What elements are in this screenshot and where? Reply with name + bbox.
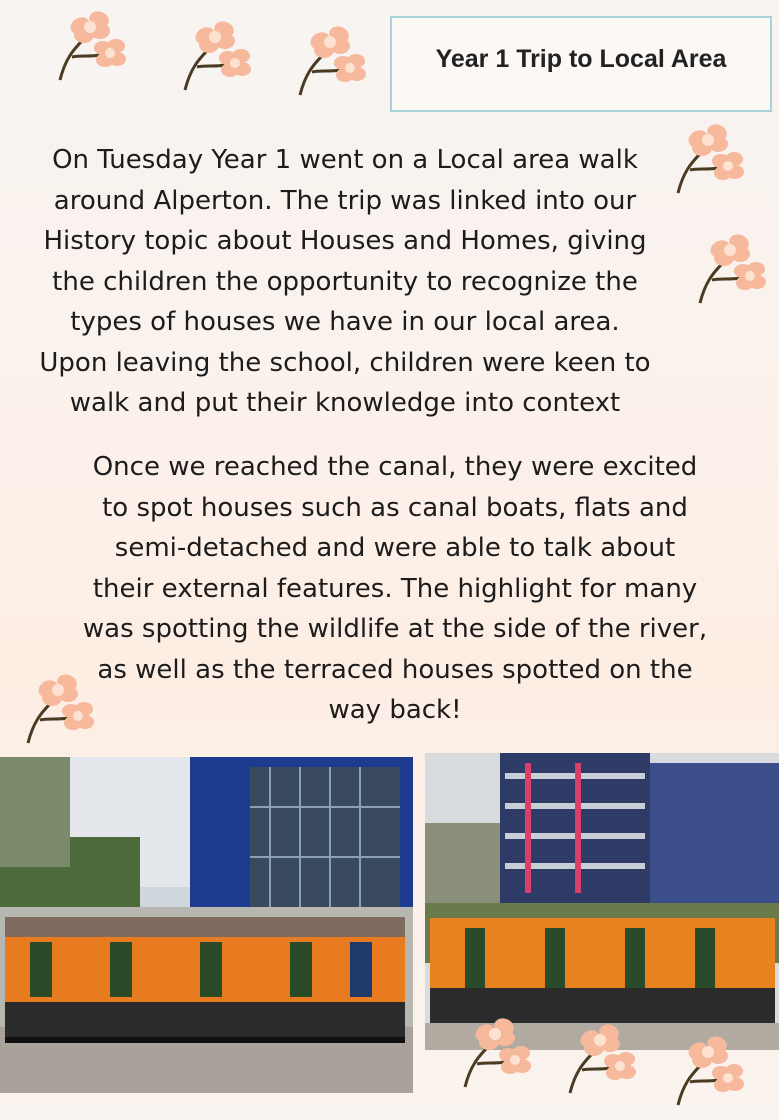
text-line: Once we reached the canal, they were excited — [92, 452, 698, 482]
flower-icon — [560, 1018, 650, 1108]
text-line: semi-detached and were able to talk about — [114, 533, 676, 563]
class-photo-school — [0, 757, 413, 1093]
text-line: as well as the terraced houses spotted on the — [97, 654, 693, 685]
text-line: On Tuesday Year 1 went on a Local area walk — [52, 145, 638, 175]
flower-icon — [175, 15, 265, 105]
text-line: around Alperton. The trip was linked into our — [53, 185, 637, 216]
text-line: History topic about Houses and Homes, giving — [43, 226, 647, 256]
class-photo-canal — [425, 753, 779, 1050]
flower-icon — [690, 228, 779, 318]
title-box — [390, 16, 772, 112]
text-line: the children the opportunity to recognize the — [52, 266, 638, 297]
flower-icon — [455, 1012, 545, 1102]
flower-icon — [50, 5, 140, 95]
text-line: way back! — [328, 695, 462, 725]
text-line: walk and put their knowledge into context — [69, 388, 621, 418]
paragraph-intro — [10, 140, 680, 424]
flower-icon — [290, 20, 380, 110]
flower-icon — [668, 1030, 758, 1120]
text-line: types of houses we have in our local area. — [70, 307, 620, 337]
text-line: their external features. The highlight for many — [92, 573, 698, 604]
text-line: to spot houses such as canal boats, flats and — [102, 492, 688, 523]
page-title: Year 1 Trip to Local Area — [435, 44, 727, 73]
flower-icon — [668, 118, 758, 208]
text-line: was spotting the wildlife at the side of the river, — [82, 614, 708, 644]
text-line: Upon leaving the school, children were keen to — [39, 347, 651, 378]
paragraph-canal — [40, 447, 750, 731]
